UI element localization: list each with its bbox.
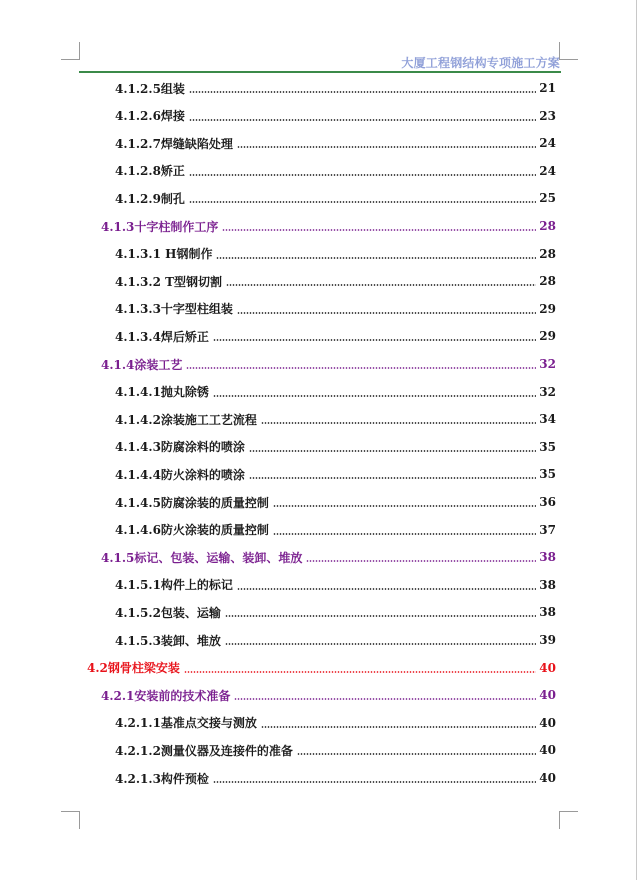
toc-entry-label: 4.1.5.3装卸、堆放 bbox=[115, 633, 221, 648]
toc-entry-label: 4.1.3.3十字型柱组装 bbox=[115, 302, 233, 317]
toc-entry[interactable] bbox=[0, 576, 637, 594]
toc-entry-label: 4.1.5标记、包装、运输、装卸、堆放 bbox=[101, 550, 303, 565]
toc-entry-label: 4.1.2.7焊缝缺陷处理 bbox=[115, 136, 233, 151]
toc-entry[interactable] bbox=[0, 631, 637, 649]
toc-entry-page-number: 36 bbox=[539, 495, 556, 509]
toc-entry-label: 4.1.3.2 T型钢切割 bbox=[115, 274, 223, 289]
toc-entry-label: 4.1.4.4防火涂料的喷涂 bbox=[115, 467, 245, 482]
crop-mark-bottom-right-vertical bbox=[559, 811, 560, 829]
toc-dot-leader bbox=[225, 615, 536, 617]
toc-entry-label: 4.1.4涂装工艺 bbox=[101, 357, 183, 372]
toc-entry-label: 4.2.1.1基准点交接与测放 bbox=[115, 716, 257, 731]
toc-entry-label: 4.1.4.5防腐涂装的质量控制 bbox=[115, 495, 269, 510]
crop-mark-bottom-right-horizontal bbox=[560, 811, 578, 812]
toc-entry-page-number: 40 bbox=[539, 660, 556, 675]
toc-entry[interactable] bbox=[0, 493, 637, 511]
toc-entry-page-number: 29 bbox=[539, 301, 556, 316]
toc-entry-page-number: 32 bbox=[539, 384, 556, 399]
toc-entry-page-number: 38 bbox=[539, 550, 556, 565]
crop-mark-top-right-horizontal bbox=[560, 59, 578, 60]
toc-entry-label: 4.2.1.2测量仪器及连接件的准备 bbox=[115, 743, 293, 758]
toc-entry-page-number: 29 bbox=[539, 329, 556, 344]
toc-dot-leader bbox=[186, 367, 536, 369]
toc-entry-label: 4.1.4.3防腐涂料的喷涂 bbox=[115, 440, 245, 455]
toc-dot-leader bbox=[189, 91, 536, 93]
toc-entry-page-number: 40 bbox=[539, 688, 556, 703]
toc-entry-page-number: 38 bbox=[539, 577, 556, 592]
toc-entry[interactable] bbox=[0, 769, 637, 787]
toc-entry-page-number: 28 bbox=[539, 219, 556, 233]
toc-entry[interactable] bbox=[0, 521, 637, 539]
toc-dot-leader bbox=[189, 119, 536, 121]
toc-dot-leader bbox=[189, 174, 536, 176]
crop-mark-top-left-vertical bbox=[79, 42, 80, 60]
toc-entry-page-number: 35 bbox=[539, 467, 556, 482]
toc-entry[interactable] bbox=[0, 410, 637, 428]
toc-entry-page-number: 28 bbox=[539, 246, 556, 261]
toc-dot-leader bbox=[273, 533, 536, 535]
toc-entry[interactable] bbox=[0, 438, 637, 456]
toc-entry-page-number: 40 bbox=[539, 771, 556, 785]
toc-dot-leader bbox=[249, 450, 536, 452]
toc-dot-leader bbox=[225, 643, 536, 645]
toc-entry-page-number: 24 bbox=[539, 163, 556, 178]
toc-entry-label: 4.2.1安装前的技术准备 bbox=[101, 688, 231, 703]
toc-entry[interactable] bbox=[0, 383, 637, 401]
toc-entry[interactable] bbox=[0, 714, 637, 732]
toc-entry[interactable] bbox=[0, 107, 637, 125]
toc-entry-label: 4.1.3.4焊后矫正 bbox=[115, 329, 209, 344]
toc-dot-leader bbox=[234, 698, 536, 700]
toc-entry-label: 4.1.2.9制孔 bbox=[115, 191, 185, 206]
running-header: 大厦工程钢结构专项施工方案 bbox=[401, 56, 560, 70]
toc-dot-leader bbox=[189, 201, 536, 203]
toc-entry[interactable] bbox=[0, 465, 637, 483]
toc-entry-label: 4.1.2.6焊接 bbox=[115, 109, 185, 124]
toc-dot-leader bbox=[213, 781, 536, 783]
toc-entry-page-number: 25 bbox=[539, 191, 556, 206]
toc-entry[interactable] bbox=[0, 686, 637, 704]
toc-dot-leader bbox=[297, 753, 536, 755]
toc-entry[interactable] bbox=[0, 659, 637, 677]
toc-entry-page-number: 40 bbox=[539, 743, 556, 758]
crop-mark-bottom-left-horizontal bbox=[61, 811, 79, 812]
toc-entry[interactable] bbox=[0, 272, 637, 290]
toc-entry[interactable] bbox=[0, 355, 637, 373]
toc-entry-page-number: 28 bbox=[539, 274, 556, 289]
toc-entry-label: 4.1.4.2涂装施工工艺流程 bbox=[115, 412, 257, 427]
toc-entry-label: 4.2.1.3构件预检 bbox=[115, 771, 209, 786]
toc-entry-page-number: 35 bbox=[539, 439, 556, 454]
toc-entry[interactable] bbox=[0, 327, 637, 345]
toc-entry-page-number: 34 bbox=[539, 412, 556, 427]
toc-entry-page-number: 32 bbox=[539, 357, 556, 371]
toc-dot-leader bbox=[237, 588, 536, 590]
toc-dot-leader bbox=[306, 560, 536, 562]
toc-entry[interactable] bbox=[0, 189, 637, 207]
toc-entry-label: 4.1.2.5组装 bbox=[115, 81, 185, 96]
toc-dot-leader bbox=[261, 726, 536, 728]
toc-entry-label: 4.1.3.1 H钢制作 bbox=[115, 247, 213, 262]
toc-entry[interactable] bbox=[0, 300, 637, 318]
toc-entry[interactable] bbox=[0, 741, 637, 759]
toc-dot-leader bbox=[273, 505, 536, 507]
toc-entry-page-number: 24 bbox=[539, 136, 556, 151]
toc-dot-leader bbox=[213, 339, 536, 341]
toc-entry-label: 4.1.5.1构件上的标记 bbox=[115, 578, 233, 593]
header-rule bbox=[79, 71, 561, 73]
toc-dot-leader bbox=[226, 284, 536, 286]
toc-entry[interactable] bbox=[0, 217, 637, 235]
toc-entry[interactable] bbox=[0, 79, 637, 97]
toc-dot-leader bbox=[261, 422, 536, 424]
toc-entry-label: 4.1.2.8矫正 bbox=[115, 164, 185, 179]
toc-entry-label: 4.1.4.6防火涂装的质量控制 bbox=[115, 523, 269, 538]
toc-entry-label: 4.2钢骨柱梁安装 bbox=[87, 661, 180, 676]
toc-entry-label: 4.1.3十字柱制作工序 bbox=[101, 219, 219, 234]
toc-entry-page-number: 38 bbox=[539, 605, 556, 620]
toc-entry-page-number: 39 bbox=[539, 633, 556, 647]
toc-entry[interactable] bbox=[0, 548, 637, 566]
toc-dot-leader bbox=[184, 671, 536, 673]
toc-dot-leader bbox=[237, 146, 536, 148]
toc-dot-leader bbox=[249, 477, 536, 479]
crop-mark-bottom-left-vertical bbox=[79, 811, 80, 829]
toc-dot-leader bbox=[213, 395, 536, 397]
toc-entry[interactable] bbox=[0, 162, 637, 180]
toc-dot-leader bbox=[222, 229, 536, 231]
toc-entry-label: 4.1.4.1抛丸除锈 bbox=[115, 385, 209, 400]
toc-dot-leader bbox=[237, 312, 536, 314]
toc-entry[interactable] bbox=[0, 603, 637, 621]
toc-entry-page-number: 37 bbox=[539, 522, 556, 537]
toc-entry[interactable] bbox=[0, 134, 637, 152]
toc-dot-leader bbox=[216, 257, 536, 259]
crop-mark-top-left-horizontal bbox=[61, 59, 79, 60]
toc-entry-page-number: 40 bbox=[539, 715, 556, 730]
toc-entry[interactable] bbox=[0, 245, 637, 263]
toc-entry-label: 4.1.5.2包装、运输 bbox=[115, 605, 221, 620]
toc-entry-page-number: 23 bbox=[539, 108, 556, 123]
toc-entry-page-number: 21 bbox=[539, 81, 556, 95]
